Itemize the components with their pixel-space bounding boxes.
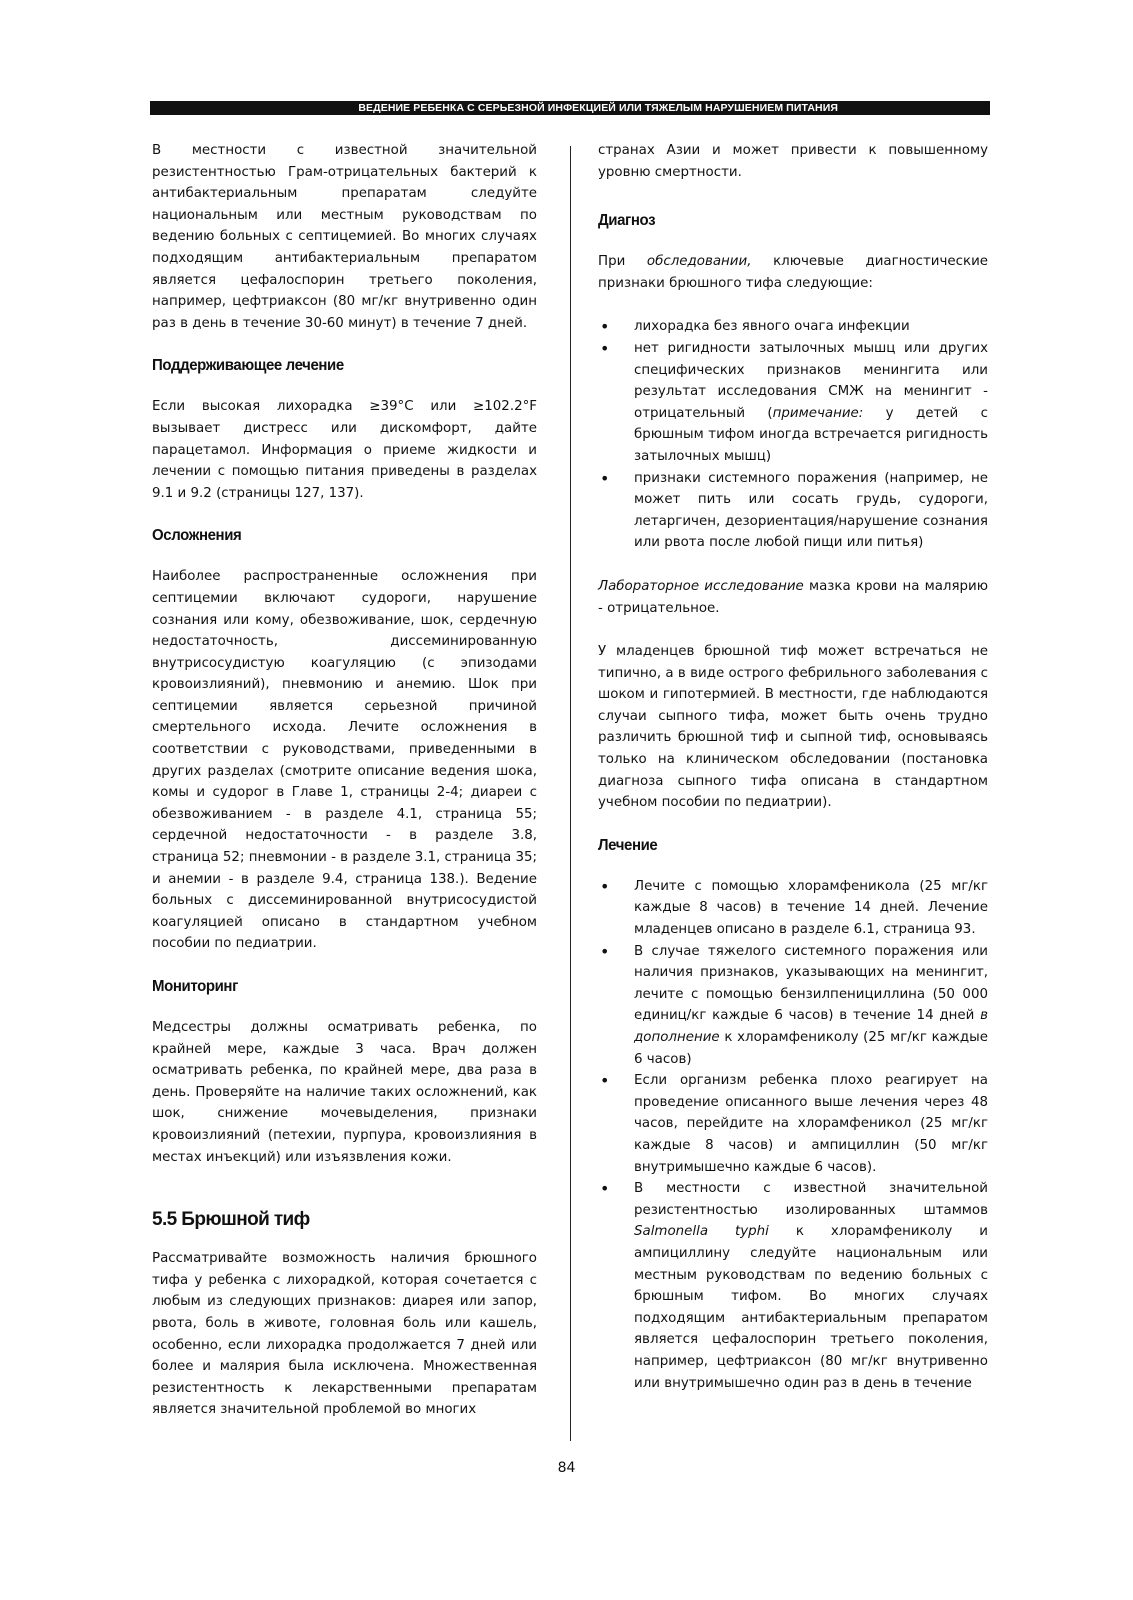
treatment-list [598, 876, 988, 1394]
list-item: • лихорадка без явного очага инфекции [598, 316, 988, 338]
right-column [598, 140, 988, 1416]
heading-complications: Осложнения [152, 526, 242, 545]
list-item: • признаки системного поражения (например, не может пить или сосать грудь, судороги, летаргичен, дезориентация/нарушение сознания или рвота после любой пищи или питья) [598, 468, 988, 554]
heading-diagnosis: Диагноз [598, 211, 656, 230]
section-title-typhoid: 5.5 Брюшной тиф [152, 1209, 310, 1231]
column-divider [570, 146, 571, 1441]
paragraph-diagnosis: При обследовании, ключевые диагностические признаки брюшного тифа следующие: [598, 254, 989, 291]
paragraph-resistance: В местности с известной значительной резистентностью Грам-отрицательных бактерий к антибактериальным препаратам следуйте национальным или местным руководствам по ведению больных с септицемией. Во многих случаях подходящим антибактериальным препаратом является цефалоспорин третьего поколения, например, цефтриаксон (80 мг/кг внутривенно один раз в день в течение 30-60 минут) в течение 7 дней. [152, 143, 537, 331]
list-item: • нет ригидности затылочных мышц или других специфических признаков менингита или результат исследования СМЖ на менингит - отрицательный (примечание: у детей с брюшным тифом иногда встречается ригидность затылочных мышц) [598, 338, 988, 468]
running-header [150, 101, 990, 115]
paragraph-lab: Лабораторное исследование мазка крови на малярию - отрицательное. [598, 578, 988, 616]
heading-monitoring: Мониторинг [152, 977, 238, 996]
diagnosis-list [598, 316, 988, 554]
paragraph-supportive-care: Если высокая лихорадка ≥39°C или ≥102.2°F вызывает дистресс или дискомфорт, дайте парацетамол. Информация о приеме жидкости и лечении с помощью питания приведены в разделах 9.1 и 9.2 (страницы 127, 137). [152, 399, 537, 501]
paragraph-typhoid-intro: Рассматривайте возможность наличия брюшного тифа у ребенка с лихорадкой, которая сочетается с любым из следующих признаков: диарея или запор, рвота, боль в животе, головная боль или кашель, особенно, если лихорадка продолжается 7 дней или более и малярия была исключена. Множественная резистентность к лекарственными препаратам является значительной проблемой во многих [152, 1251, 537, 1418]
list-item: • В местности с известной значительной резистентностью изолированных штаммов Salmonella typhi к хлорамфениколу и ампициллину следуйте национальным или местным руководствам по ведению больных с брюшным тифом. Во многих случаях подходящим антибактериальным препаратом является цефалоспорин третьего поколения, например, цефтриаксон (80 мг/кг внутривенно или внутримышечно один раз в день в течение [598, 1178, 988, 1394]
list-item: • В случае тяжелого системного поражения или наличия признаков, указывающих на менингит, лечите с помощью бензилпенициллина (50 000 единиц/кг каждые 6 часов) в течение 14 дней в дополнение к хлорамфениколу (25 мг/кг каждые 6 часов) [598, 941, 988, 1071]
paragraph-monitoring: Медсестры должны осматривать ребенка, по крайней мере, каждые 3 часа. Врач должен осматривать ребенка, по крайней мере, два раза в день. Проверяйте на наличие таких осложнений, как шок, снижение мочевыделения, признаки кровоизлияний (петехии, пурпура, кровоизлияния в местах инъекций) или изъязвления кожи. [152, 1020, 537, 1165]
page-number: 84 [557, 1460, 576, 1476]
paragraph-infants: У младенцев брюшной тиф может встречаться не типично, а в виде острого фебрильного заболевания с шоком и гипотермией. В местности, где наблюдаются случаи сыпного тифа, может быть очень трудно различить брюшной тиф и сыпной тиф, основываясь только на клиническом обследовании (постановка диагноза сыпного тифа описана в стандартном учебном пособии по педиатрии). [598, 644, 988, 811]
paragraph-complications: Наиболее распространенные осложнения при септицемии включают судороги, нарушение сознания или кому, обезвоживание, шок, сердечную недостаточность, диссеминированную внутрисосудистую коагуляцию (с эпизодами кровоизлияний), пневмонию и анемию. Шок при септицемии является серьезной причиной смертельного исхода. Лечите осложнения в соответствии с руководствами, приведенными в других разделах (смотрите описание ведения шока, комы и судорог в Главе 1, страницы 2-4; диареи с обезвоживанием - в разделе 4.1, страница 55; сердечной недостаточности - в разделе 3.8, страница 52; пневмонии - в разделе 3.1, страница 35; и анемии - в разделе 9.4, страница 138.). Ведение больных с диссеминированной внутрисосудистой коагуляцией описано в стандартном учебном пособии по педиатрии. [152, 569, 537, 952]
running-header-title: ВЕДЕНИЕ РЕБЕНКА С СЕРЬЕЗНОЙ ИНФЕКЦИЕЙ ИЛИ ТЯЖЕЛЫМ НАРУШЕНИЕМ ПИТАНИЯ [358, 102, 838, 114]
list-item: • Лечите с помощью хлорамфеникола (25 мг/кг каждые 8 часов) в течение 14 дней. Лечение младенцев описано в разделе 6.1, страница 93. [598, 876, 988, 941]
paragraph-continued: странах Азии и может привести к повышенному уровню смертности. [598, 143, 988, 180]
list-item: • Если организм ребенка плохо реагирует на проведение описанного выше лечения через 48 часов, перейдите на хлорамфеникол (25 мг/кг каждые 8 часов) и ампициллин (50 мг/кг внутримышечно каждые 6 часов). [598, 1070, 988, 1178]
left-column [152, 140, 537, 1443]
heading-treatment: Лечение [598, 836, 658, 855]
heading-supportive-care: Поддерживающее лечение [152, 356, 344, 375]
